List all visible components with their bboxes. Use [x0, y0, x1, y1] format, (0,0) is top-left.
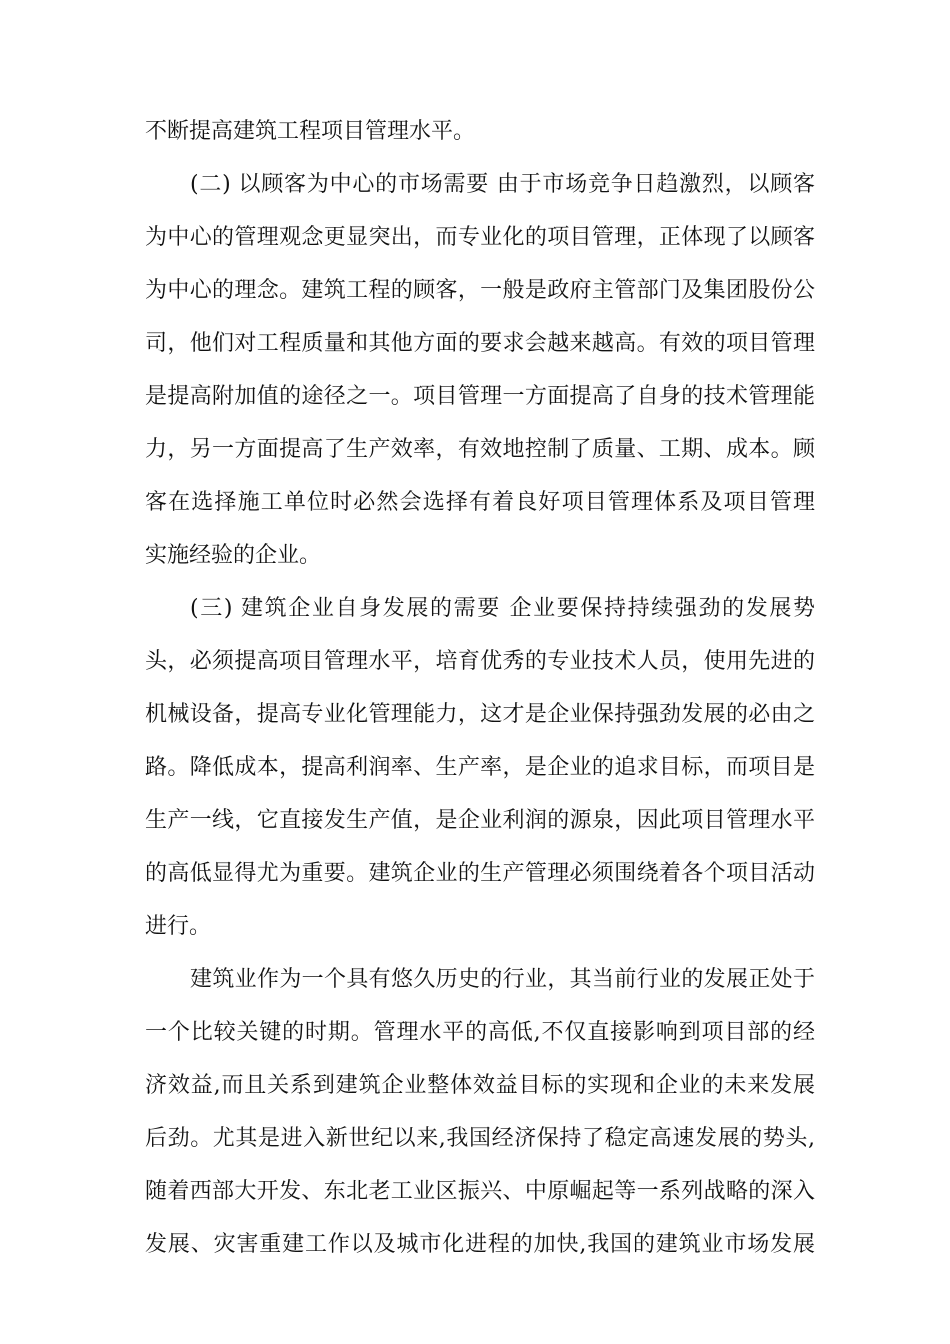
text-line: 为中心的理念。建筑工程的顾客，一般是政府主管部门及集团股份公	[145, 278, 815, 303]
text-line: 随着西部大开发、东北老工业区振兴、中原崛起等一系列战略的深入	[145, 1179, 815, 1204]
text-line: 的高低显得尤为重要。建筑企业的生产管理必须围绕着各个项目活动	[145, 861, 815, 886]
text-line: 后劲。尤其是进入新世纪以来,我国经济保持了稳定高速发展的势头,	[145, 1126, 815, 1151]
text-line: (三) 建筑企业自身发展的需要 企业要保持持续强劲的发展势	[190, 596, 815, 621]
text-line: 建筑业作为一个具有悠久历史的行业，其当前行业的发展正处于	[190, 967, 815, 992]
text-line: 进行。	[145, 914, 212, 939]
text-line: 头，必须提高项目管理水平，培育优秀的专业技术人员，使用先进的	[145, 649, 815, 674]
text-line: 生产一线，它直接发生产值，是企业利润的源泉，因此项目管理水平	[145, 808, 815, 833]
text-line: 客在选择施工单位时必然会选择有着良好项目管理体系及项目管理	[145, 490, 815, 515]
text-line: (二) 以顾客为中心的市场需要 由于市场竞争日趋激烈，以顾客	[190, 172, 815, 197]
text-line: 为中心的管理观念更显突出，而专业化的项目管理，正体现了以顾客	[145, 225, 815, 250]
text-line: 济效益,而且关系到建筑企业整体效益目标的实现和企业的未来发展	[145, 1073, 815, 1098]
text-line: 实施经验的企业。	[145, 543, 322, 568]
text-line: 力，另一方面提高了生产效率，有效地控制了质量、工期、成本。顾	[145, 437, 815, 462]
text-line: 机械设备，提高专业化管理能力，这才是企业保持强劲发展的必由之	[145, 702, 815, 727]
text-line: 司，他们对工程质量和其他方面的要求会越来越高。有效的项目管理	[145, 331, 815, 356]
text-line: 一个比较关键的时期。管理水平的高低,不仅直接影响到项目部的经	[145, 1020, 815, 1045]
text-line: 不断提高建筑工程项目管理水平。	[145, 119, 476, 144]
text-line: 是提高附加值的途径之一。项目管理一方面提高了自身的技术管理能	[145, 384, 815, 409]
text-line: 发展、灾害重建工作以及城市化进程的加快,我国的建筑业市场发展	[145, 1232, 815, 1257]
text-line: 路。降低成本，提高利润率、生产率，是企业的追求目标，而项目是	[145, 755, 815, 780]
